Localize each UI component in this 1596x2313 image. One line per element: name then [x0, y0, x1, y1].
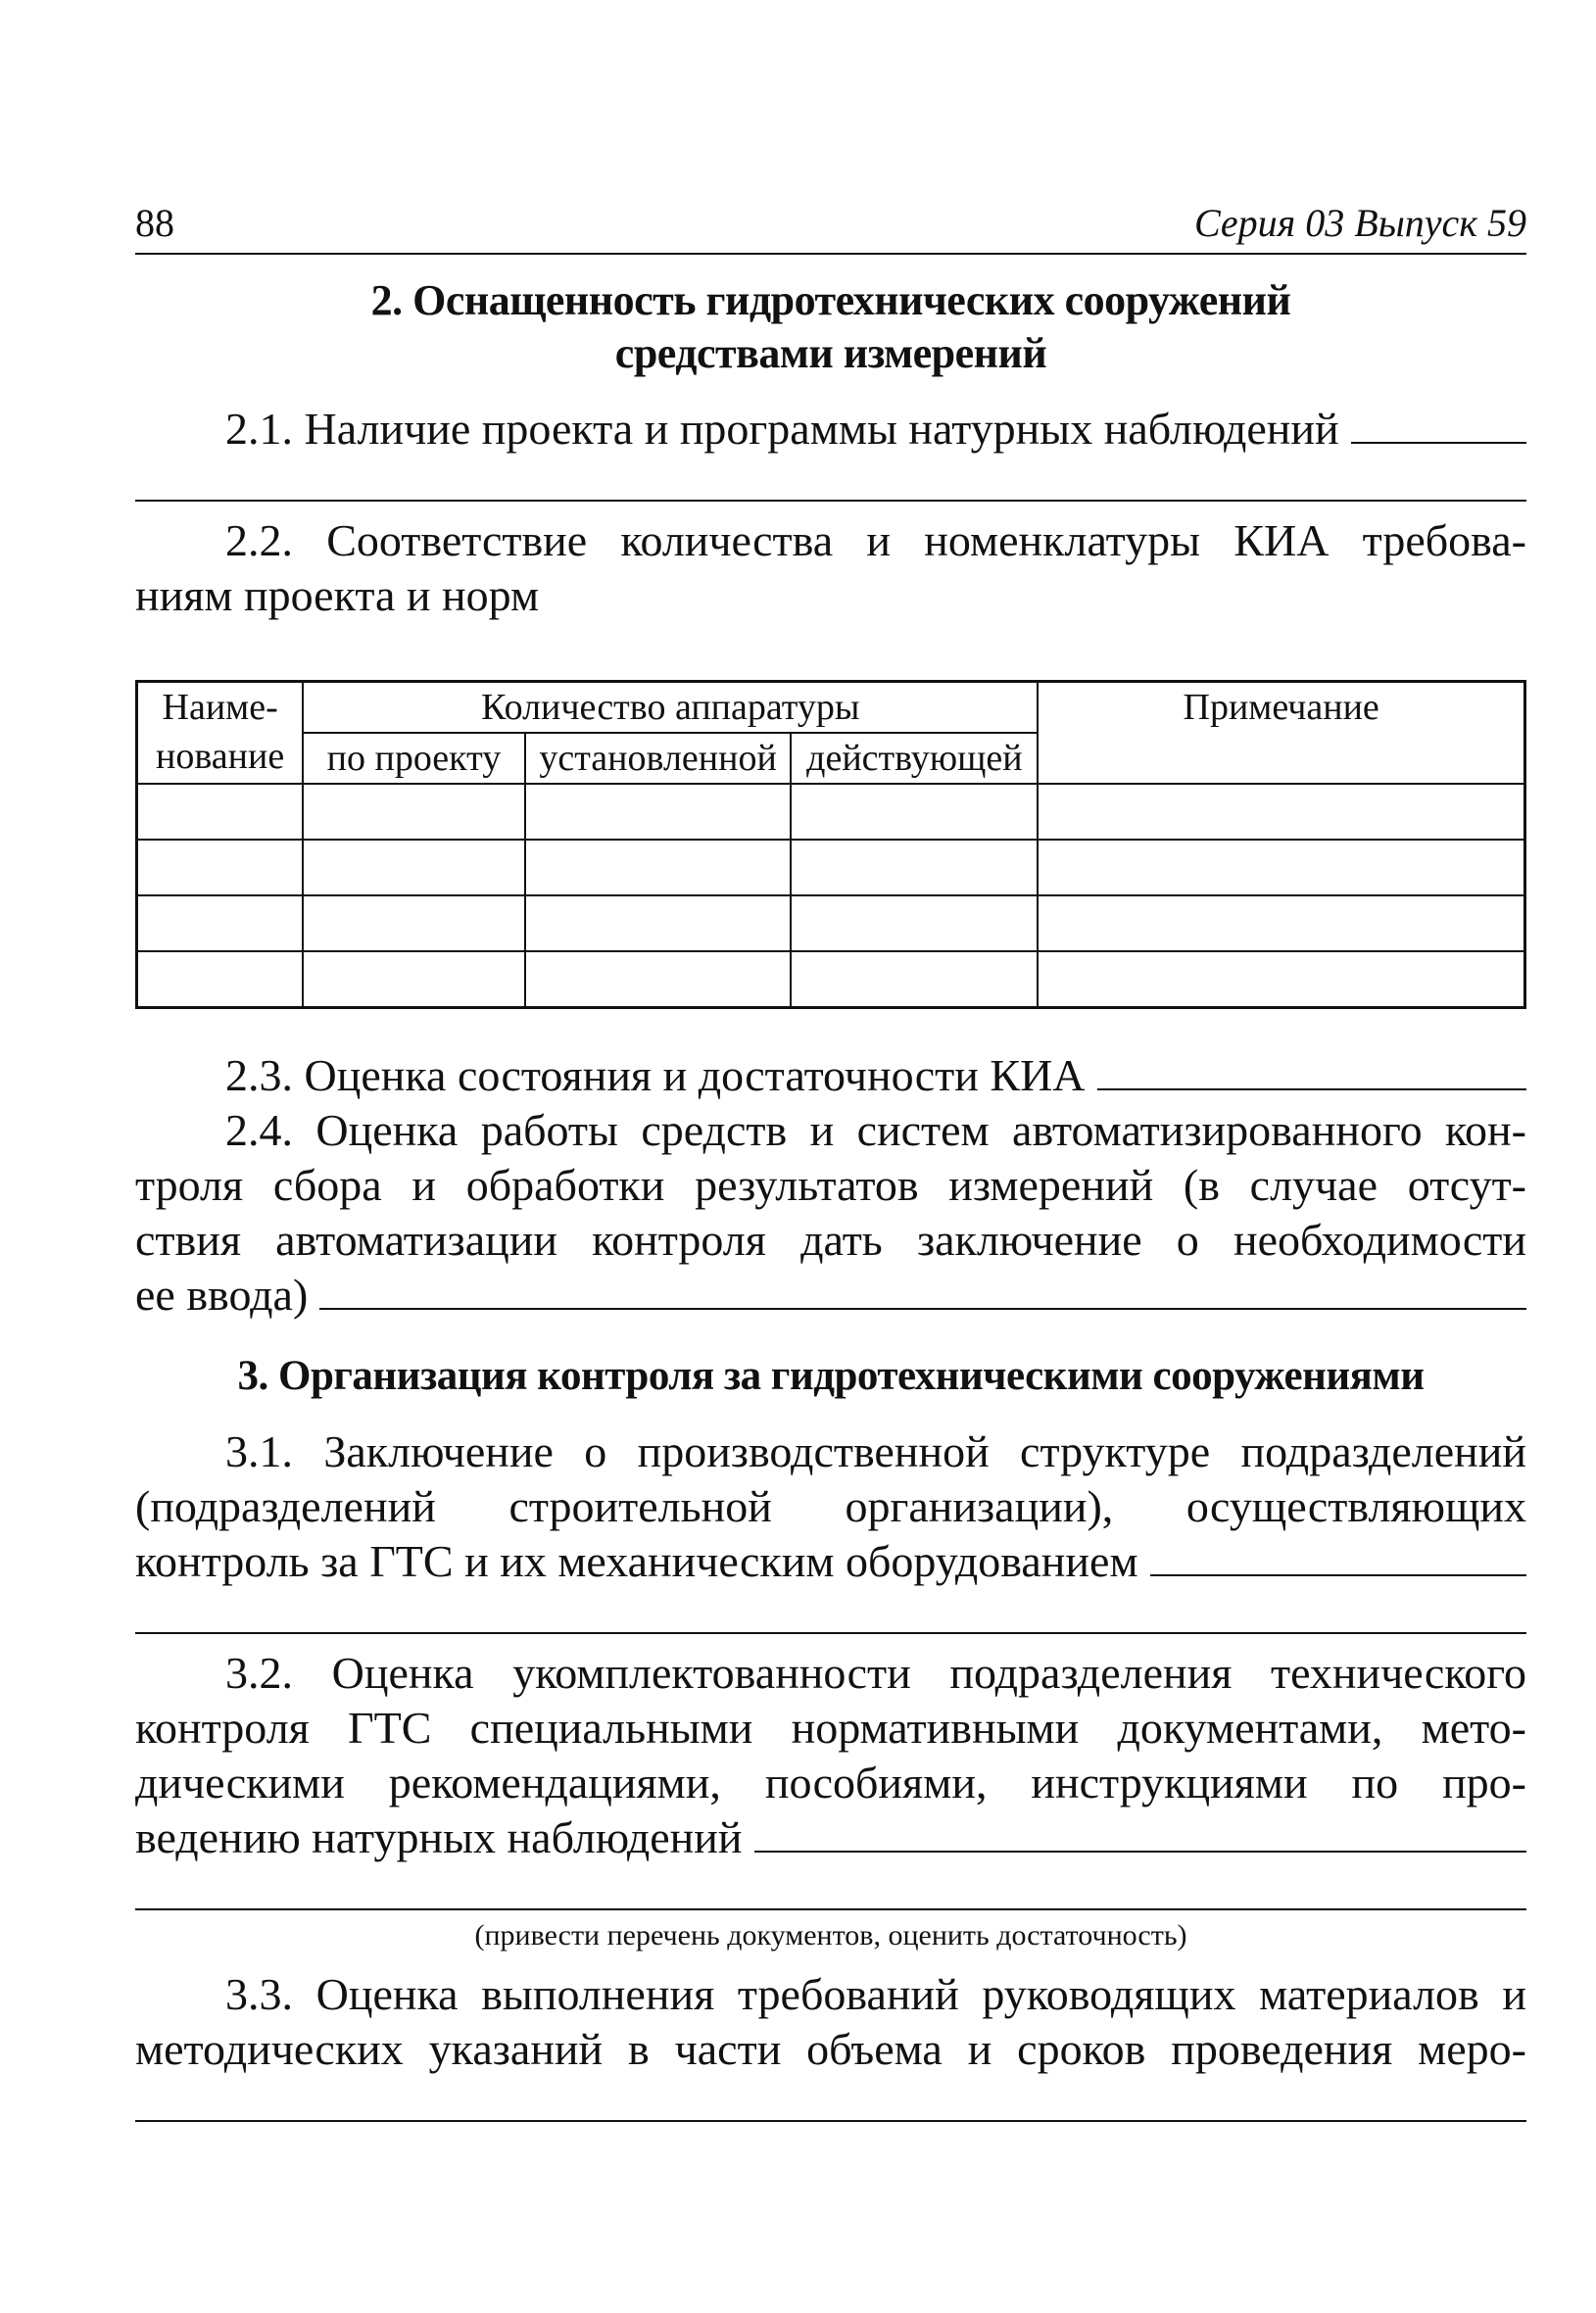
item-2-3-blank[interactable] [1097, 1049, 1526, 1090]
table-cell[interactable] [1038, 895, 1524, 951]
item-3-3 [135, 1967, 1526, 2077]
item-3-2-line4: ведению натурных наблюдений [135, 1812, 743, 1862]
table-cell[interactable] [791, 784, 1038, 840]
item-2-2-line1: 2.2. Соответствие количества и номенклатуры КИА требова- [225, 515, 1526, 565]
item-3-1-line2: (подразделений строительной организации), осуществляющих [135, 1481, 1526, 1531]
section-2-title-line1: 2. Оснащенность гидротехнических сооружений [370, 276, 1291, 324]
table-cell[interactable] [303, 840, 524, 895]
item-3-2-line3: дическими рекомендациями, пособиями, инструкциями по про- [135, 1758, 1526, 1807]
section-3-title: 3. Организация контроля за гидротехническими сооружениями [237, 1353, 1425, 1399]
header-note: Примечание [1038, 682, 1524, 785]
item-2-3-text: 2.3. Оценка состояния и достаточности КИА [225, 1050, 1086, 1100]
table-row [137, 840, 1525, 895]
item-3-2-line1: 3.2. Оценка укомплектованности подразделения технического [225, 1648, 1526, 1698]
table-row [137, 895, 1525, 951]
header-name: Наиме- нование [137, 682, 304, 785]
series-label: Серия 03 Выпуск 59 [1193, 201, 1526, 245]
table-cell[interactable] [525, 840, 792, 895]
table-cell[interactable] [137, 951, 304, 1008]
item-2-4 [135, 1103, 1526, 1323]
table-cell[interactable] [1038, 951, 1524, 1008]
table-cell[interactable] [303, 784, 524, 840]
table-cell[interactable] [791, 840, 1038, 895]
item-3-2 [135, 1646, 1526, 1865]
table-cell[interactable] [791, 895, 1038, 951]
table-row [137, 784, 1525, 840]
item-2-2 [135, 513, 1526, 623]
item-2-4-line1: 2.4. Оценка работы средств и систем автоматизированного кон- [225, 1105, 1526, 1155]
table-cell[interactable] [1038, 784, 1524, 840]
item-3-2-line2: контроля ГТС специальными нормативными документами, мето- [135, 1703, 1526, 1753]
header-installed: установленной [525, 733, 792, 784]
header-quantity: Количество аппаратуры [303, 682, 1038, 734]
item-3-1-line3: контроль за ГТС и их механическим оборудованием [135, 1536, 1138, 1586]
item-2-1-text: 2.1. Наличие проекта и программы натурных наблюдений [225, 404, 1339, 454]
item-2-4-line4: ее ввода) [135, 1270, 309, 1320]
item-2-3 [135, 1048, 1526, 1103]
item-2-2-line2: ниям проекта и норм [135, 570, 540, 620]
header-operating: действующей [791, 733, 1038, 784]
header-by-project: по проекту [303, 733, 524, 784]
page-number: 88 [135, 201, 174, 245]
kia-table [135, 680, 1526, 1009]
table-row [137, 951, 1525, 1008]
table-cell[interactable] [525, 784, 792, 840]
item-3-3-answer-line[interactable] [135, 2120, 1526, 2122]
table-cell[interactable] [137, 784, 304, 840]
section-2-title-line2: средствами измерений [614, 329, 1047, 377]
table-cell[interactable] [791, 951, 1038, 1008]
page-header [135, 196, 1526, 255]
item-3-2-note: (привести перечень документов, оценить достаточность) [474, 1919, 1187, 1952]
item-3-3-line2: методических указаний в части объема и сроков проведения меро- [135, 2024, 1526, 2074]
item-2-1-blank[interactable] [1351, 403, 1526, 444]
table-cell[interactable] [525, 951, 792, 1008]
table-cell[interactable] [1038, 840, 1524, 895]
item-2-4-line2: троля сбора и обработки результатов измерений (в случае отсут- [135, 1160, 1526, 1210]
item-3-2-blank[interactable] [754, 1811, 1527, 1853]
item-3-1-line1: 3.1. Заключение о производственной структуре подразделений [225, 1426, 1526, 1476]
table-cell[interactable] [137, 895, 304, 951]
item-3-3-line1: 3.3. Оценка выполнения требований руководящих материалов и [225, 1969, 1526, 2019]
item-2-1 [135, 402, 1526, 457]
document-page [135, 196, 1526, 2122]
table-cell[interactable] [137, 840, 304, 895]
item-2-4-blank[interactable] [319, 1269, 1526, 1310]
item-3-1 [135, 1424, 1526, 1589]
table-cell[interactable] [303, 951, 524, 1008]
table-cell[interactable] [525, 895, 792, 951]
table-cell[interactable] [303, 895, 524, 951]
item-2-4-line3: ствия автоматизации контроля дать заключение о необходимости [135, 1215, 1526, 1265]
section-2-title [135, 274, 1526, 380]
item-3-1-blank[interactable] [1150, 1535, 1526, 1576]
